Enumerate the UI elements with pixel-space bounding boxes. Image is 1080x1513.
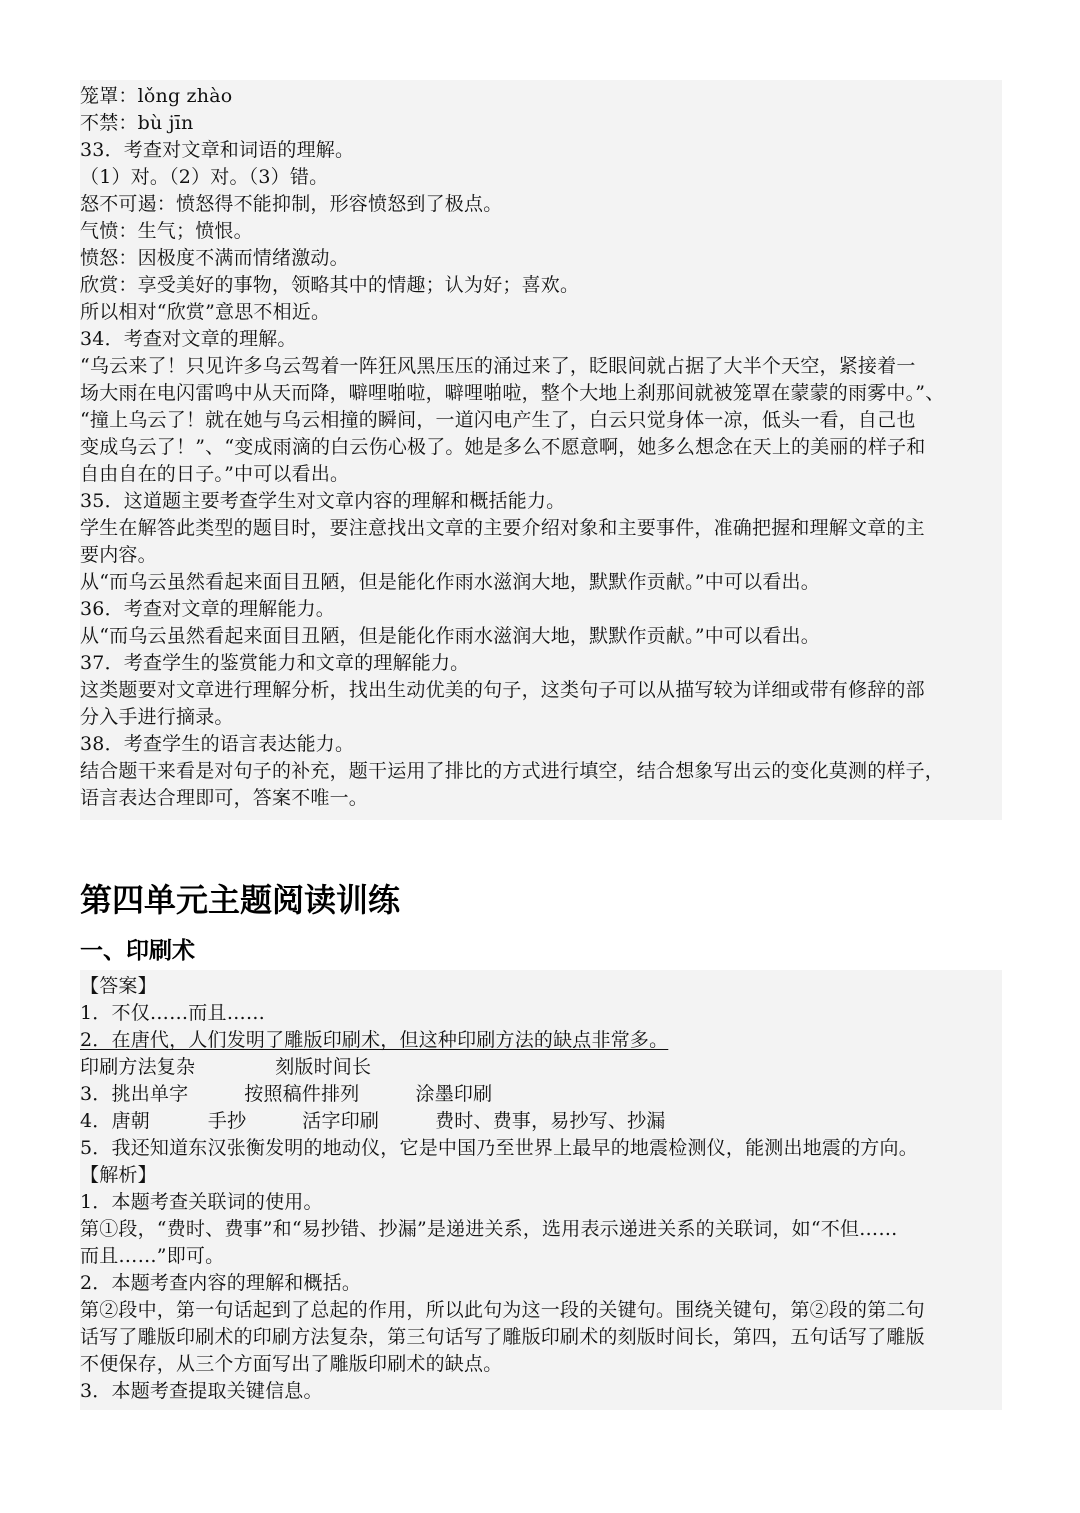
answer-4-item: 手抄: [207, 1110, 247, 1132]
text-line: 语言表达合理即可，答案不唯一。: [80, 787, 369, 809]
text-line: 话写了雕版印刷术的印刷方法复杂，第三句话写了雕版印刷术的刻版时间长，第四，五句话写了雕版: [80, 1326, 925, 1348]
text-line: 从“而乌云虽然看起来面目丑陋，但是能化作雨水滋润大地，默默作贡献。”中可以看出。: [80, 625, 820, 647]
answer-label: 【答案】: [80, 975, 157, 997]
text-line: 气愤：生气；愤恨。: [80, 220, 253, 242]
text-line: 第①段，“费时、费事”和“易抄错、抄漏”是递进关系，选用表示递进关系的关联词，如“不但……: [80, 1218, 898, 1240]
text-line: 欣赏：享受美好的事物，领略其中的情趣；认为好；喜欢。: [80, 274, 580, 296]
text-line: 自由自在的日子。”中可以看出。: [80, 463, 350, 485]
answer-5: 5．我还知道东汉张衡发明的地动仪，它是中国乃至世界上最早的地震检测仪，能测出地震的方向。: [80, 1137, 918, 1159]
text-line: 不禁：bù jīn: [80, 112, 194, 134]
text-line: 37．考查学生的鉴赏能力和文章的理解能力。: [80, 652, 470, 674]
answer-4-item: 活字印刷: [302, 1110, 380, 1132]
text-line: 怒不可遏：愤怒得不能抑制，形容愤怒到了极点。: [80, 193, 503, 215]
text-line: 所以相对“欣赏”意思不相近。: [80, 301, 331, 323]
answer-3-step: 按照稿件排列: [244, 1083, 360, 1105]
text-line: 不便保存，从三个方面写出了雕版印刷术的缺点。: [80, 1353, 503, 1375]
answer-4-item: 4．唐朝: [80, 1110, 150, 1132]
text-line: 场大雨在电闪雷鸣中从天而降，噼哩啪啦，噼哩啪啦，整个大地上刹那间就被笼罩在蒙蒙的雨雾中。”、: [80, 382, 945, 404]
text-line: 34．考查对文章的理解。: [80, 328, 297, 350]
text-line: 笼罩：lǒng zhào: [80, 85, 233, 107]
section-title: 一、印刷术: [80, 938, 195, 964]
text-line: 35．这道题主要考查学生对文章内容的理解和概括能力。: [80, 490, 566, 512]
text-line: 2．本题考查内容的理解和概括。: [80, 1272, 362, 1294]
answer-2-point: 刻版时间长: [275, 1056, 372, 1078]
text-line: 3．本题考查提取关键信息。: [80, 1380, 323, 1402]
unit-title: 第四单元主题阅读训练: [80, 881, 401, 919]
text-line: 而且……”即可。: [80, 1245, 225, 1267]
text-line: 38．考查学生的语言表达能力。: [80, 733, 355, 755]
answer-2: [80, 1027, 1002, 1054]
text-line: “撞上乌云了！就在她与乌云相撞的瞬间，一道闪电产生了，白云只觉身体一凉，低头一看，自己也: [80, 409, 916, 431]
text-line: 要内容。: [80, 544, 157, 566]
answer-block-1: [80, 80, 1002, 820]
text-line: 36．考查对文章的理解能力。: [80, 598, 335, 620]
answer-3: [80, 1081, 1002, 1108]
text-line: 学生在解答此类型的题目时，要注意找出文章的主要介绍对象和主要事件，准确把握和理解文章的主: [80, 517, 925, 539]
text-line: 第②段中，第一句话起到了总起的作用，所以此句为这一段的关键句。围绕关键句，第②段的第二句: [80, 1299, 925, 1321]
answer-2-points: [80, 1054, 1002, 1081]
answer-2-underlined: 2．在唐代，人们发明了雕版印刷术，但这种印刷方法的缺点非常多。: [80, 1029, 669, 1051]
answer-2-point: 印刷方法复杂: [80, 1056, 196, 1078]
answer-3-step: 涂墨印刷: [415, 1083, 493, 1105]
text-line: 变成乌云了！”、“变成雨滴的白云伤心极了。她是多么不愿意啊，她多么想念在天上的美丽的样子和: [80, 436, 926, 458]
text-line: 结合题干来看是对句子的补充，题干运用了排比的方式进行填空，结合想象写出云的变化莫测的样子，: [80, 760, 945, 782]
answer-1: 1．不仅……而且……: [80, 1002, 266, 1024]
text-line: 33．考查对文章和词语的理解。: [80, 139, 355, 161]
analysis-label: 【解析】: [80, 1164, 157, 1186]
answer-block-2: [80, 970, 1002, 1410]
text-line: 这类题要对文章进行理解分析，找出生动优美的句子，这类句子可以从描写较为详细或带有修辞的部: [80, 679, 925, 701]
answer-3-step: 3．挑出单字: [80, 1083, 189, 1105]
text-line: 分入手进行摘录。: [80, 706, 234, 728]
text-line: 愤怒：因极度不满而情绪激动。: [80, 247, 349, 269]
answer-4: [80, 1108, 1002, 1135]
text-line: （1）对。（2）对。（3）错。: [80, 166, 329, 188]
text-line: 从“而乌云虽然看起来面目丑陋，但是能化作雨水滋润大地，默默作贡献。”中可以看出。: [80, 571, 820, 593]
text-line: “乌云来了！只见许多乌云驾着一阵狂风黑压压的涌过来了，眨眼间就占据了大半个天空，紧接着一: [80, 355, 916, 377]
text-line: 1．本题考查关联词的使用。: [80, 1191, 323, 1213]
answer-4-item: 费时、费事，易抄写、抄漏: [435, 1110, 666, 1132]
